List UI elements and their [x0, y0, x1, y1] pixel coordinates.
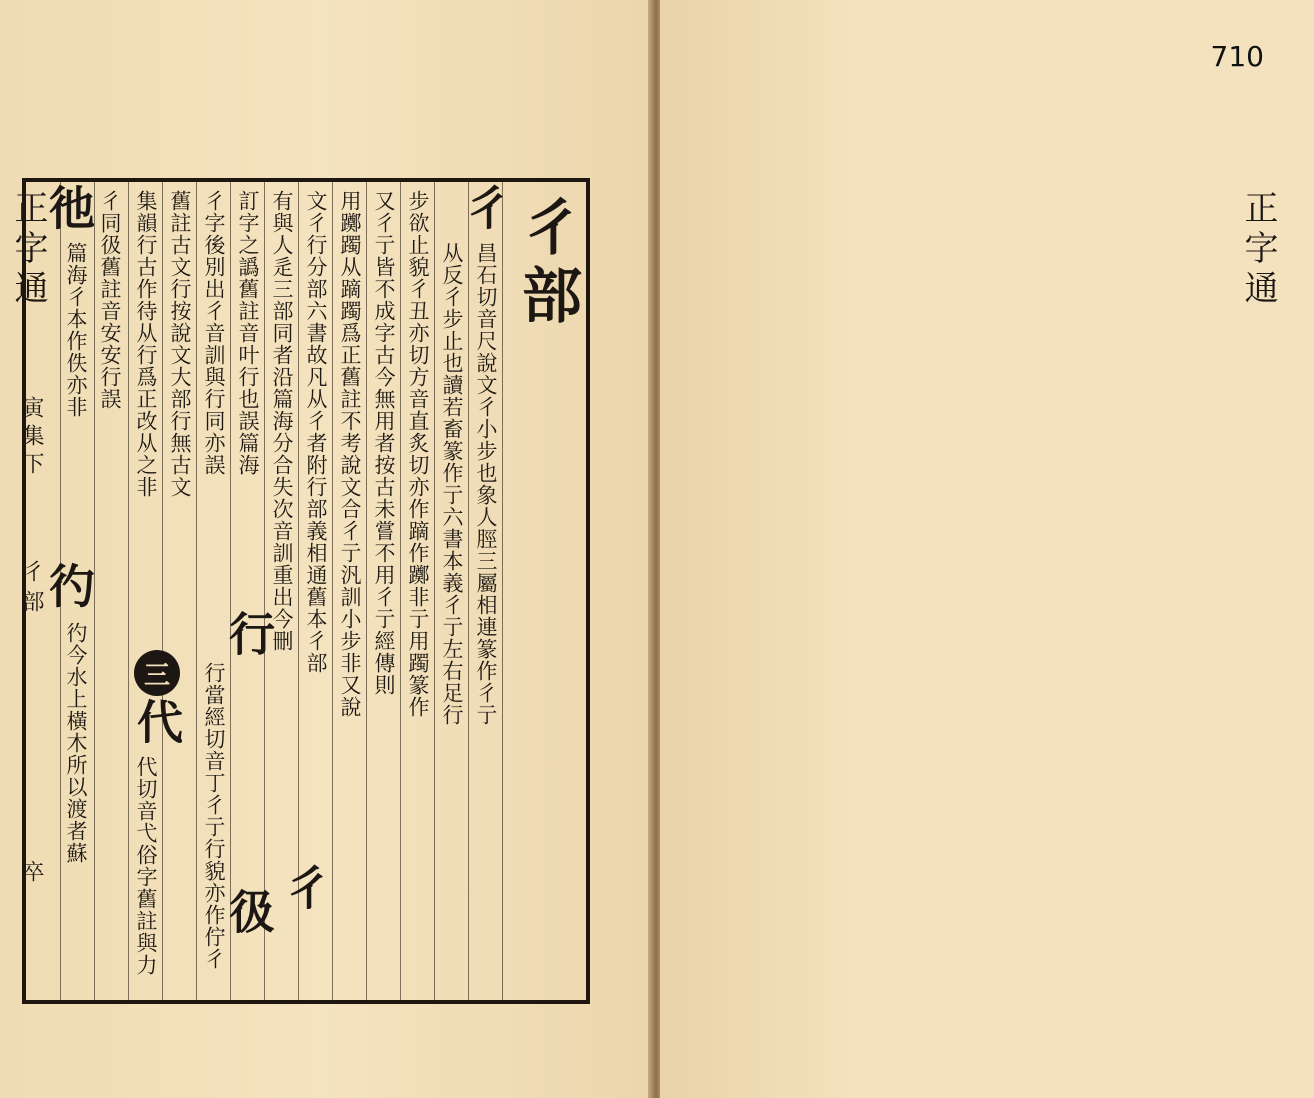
page-number: 710 — [1210, 40, 1264, 73]
left-book-title: 正字通 — [8, 190, 48, 310]
text-column-4: 又彳亍皆不成字古今無用者按古未嘗不用彳亍經傳則 — [372, 190, 396, 696]
headword-tuo: 彵 — [42, 184, 96, 230]
headword-zhuo: 彴 — [42, 562, 96, 608]
headword-dai: 代 — [130, 698, 184, 744]
text-column-10: 彳字後別出彳音訓與行同亦誤 — [202, 190, 226, 476]
text-column-14: 彳同彶舊註音安安行誤 — [98, 190, 122, 410]
text-column-8: 訂字之譌舊註音叶行也誤篇海 — [236, 190, 260, 476]
text-column-12: 集韻行古作待从行爲正改从之非 — [134, 190, 158, 498]
left-section-label: 彳部 — [19, 560, 44, 620]
text-column-1: 昌石切音尺說文彳小步也象人脛三屬相連篆作彳亍 — [474, 242, 498, 726]
seal-mark-san: 三 — [134, 650, 180, 696]
text-column-2: 从反彳步止也讀若畜篆作亍六書本義彳亍左右足行 — [440, 242, 464, 726]
text-column-3: 步欲止貌彳丑亦切方音直炙切亦作蹢作躑非亍用躅篆作 — [406, 190, 430, 718]
text-column-16: 彴今水上橫木所以渡者蘇 — [64, 622, 88, 864]
headword-ji: 彶 — [222, 888, 276, 934]
left-folio-label: 卒 — [19, 860, 44, 882]
text-column-7: 有與人辵三部同者沿篇海分合失次音訓重出今刪 — [270, 190, 294, 652]
text-column-13: 代切音弋俗字舊註與力 — [134, 756, 158, 976]
right-page — [660, 0, 1314, 1098]
radical-heading: 彳部 — [512, 196, 582, 332]
bleed-through-text — [520, 40, 548, 180]
headword-xing: 行 — [222, 610, 276, 656]
right-book-title: 正字通 — [1238, 190, 1278, 310]
text-column-9: 行當經切音丁彳亍行貌亦作佇彳 — [202, 662, 226, 970]
left-volume-label: 寅集下 — [19, 396, 44, 480]
left-text-frame — [22, 178, 590, 1004]
text-column-11: 舊註古文行按說文大部行無古文 — [168, 190, 192, 498]
text-column-5: 用躑躅从蹢躅爲正舊註不考說文合彳亍汎訓小步非又說 — [338, 190, 362, 718]
left-page — [0, 0, 652, 1098]
text-column-15: 篇海彳本作佚亦非 — [64, 242, 88, 418]
text-column-6: 文彳行分部六書故凡从彳者附行部義相通舊本彳部 — [304, 190, 328, 674]
headword-qian: 彳 — [278, 864, 332, 910]
headword-chi: 彳 — [458, 184, 512, 230]
